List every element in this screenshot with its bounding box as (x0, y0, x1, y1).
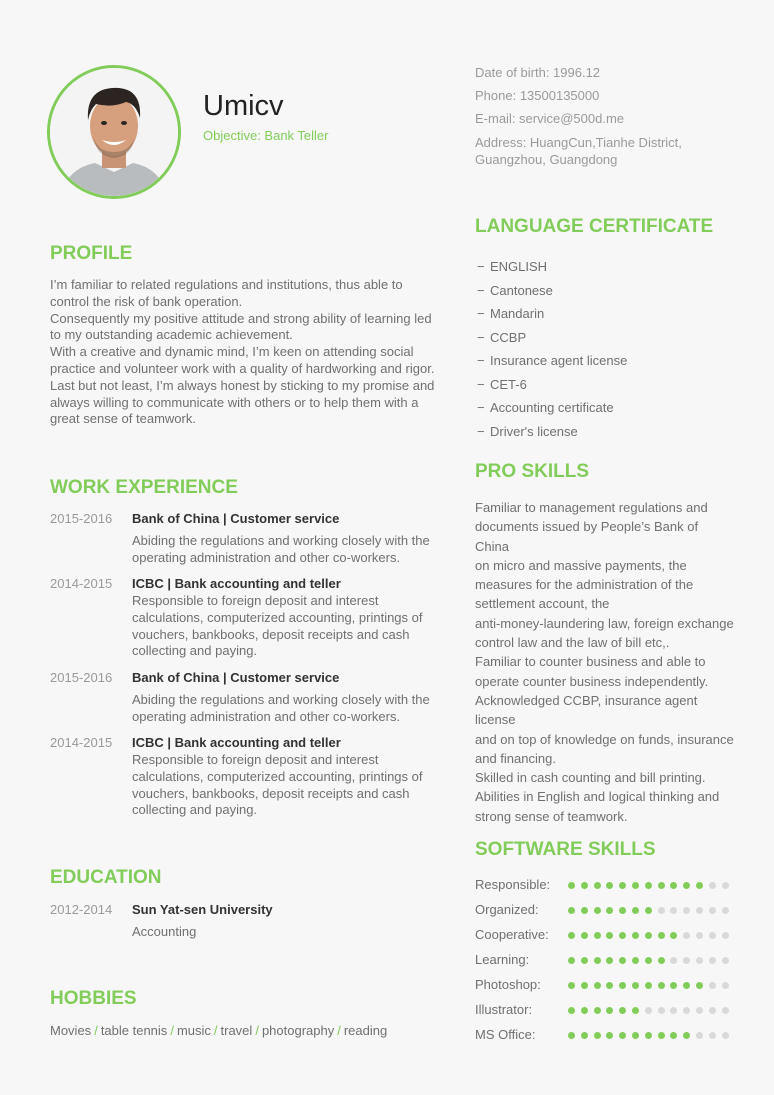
rating-dot-filled (606, 982, 613, 989)
job-desc-line: calculations, computerized accounting, printings of (132, 768, 423, 784)
rating-dot-filled (632, 1032, 639, 1039)
job-desc-line: Abiding the regulations and working closely with the (132, 692, 430, 707)
certificate-name: Insurance agent license (490, 353, 628, 368)
rating-dot-empty (722, 957, 729, 964)
rating-dot-filled (645, 907, 652, 914)
skill-row (475, 977, 745, 997)
skill-label: Illustrator: (475, 1002, 533, 1017)
job-description (132, 752, 432, 819)
certificate-name: Accounting certificate (490, 400, 614, 415)
rating-dot-filled (568, 932, 575, 939)
rating-dot-filled (606, 932, 613, 939)
rating-dot-filled (658, 882, 665, 889)
rating-dot-filled (670, 932, 677, 939)
rating-dot-filled (581, 907, 588, 914)
certificate-name: Driver's license (490, 423, 578, 439)
rating-dot-filled (594, 1032, 601, 1039)
job-desc-line: calculations, computerized accounting, printings of (132, 609, 423, 625)
pro-skills-line: Familiar to counter business and able to (475, 654, 706, 670)
rating-dot-filled (645, 957, 652, 964)
pro-skills-line: anti-money-laundering law, foreign exchange (475, 615, 734, 631)
job-heading: ICBC | Bank accounting and teller (132, 735, 341, 750)
job-years: 2015-2016 (50, 670, 113, 685)
profile-line: always willing to communicate with others or to help them with a (50, 394, 419, 410)
profile-line: I’m familiar to related regulations and institutions, thus able to (50, 277, 403, 292)
list-item: − CCBP (477, 329, 527, 345)
address-line-2: Guangzhou, Guangdong (475, 152, 618, 167)
email: E-mail: service@500d.me (475, 111, 625, 126)
rating-dot-filled (619, 1032, 626, 1039)
job-desc-line: vouchers, bankbooks, deposit receipts and cash (132, 626, 410, 642)
rating-dot-filled (619, 1007, 626, 1014)
job-desc-line: operating administration and other co-workers. (132, 708, 401, 724)
rating-dot-filled (581, 932, 588, 939)
skill-rating (568, 957, 734, 964)
rating-dot-filled (619, 882, 626, 889)
pro-skills-line: measures for the administration of the (475, 577, 694, 593)
work-experience-title: WORK EXPERIENCE (50, 477, 238, 498)
education-title: EDUCATION (50, 867, 162, 888)
profile-title: PROFILE (50, 243, 133, 264)
hobby-separator: / (337, 1023, 341, 1038)
skill-row (475, 877, 745, 897)
skill-rating (568, 932, 734, 939)
rating-dot-filled (658, 1032, 665, 1039)
hobby-separator: / (94, 1023, 98, 1038)
profile-line: Consequently my positive attitude and strong ability of learning led (50, 310, 432, 326)
skill-label: Organized: (475, 902, 539, 917)
skill-rating (568, 907, 734, 914)
rating-dot-empty (658, 907, 665, 914)
rating-dot-filled (594, 982, 601, 989)
skill-label: MS Office: (475, 1027, 536, 1042)
certificate-name: Mandarin (490, 306, 545, 321)
pro-skills-line: on micro and massive payments, the (475, 557, 687, 573)
contact-info (475, 62, 745, 169)
job-desc-line: Responsible to foreign deposit and interest (132, 752, 379, 767)
skill-label: Responsible: (475, 877, 551, 892)
rating-dot-filled (696, 882, 703, 889)
rating-dot-filled (606, 882, 613, 889)
rating-dot-empty (709, 932, 716, 939)
rating-dot-filled (658, 957, 665, 964)
rating-dot-filled (696, 982, 703, 989)
profile-line: great sense of teamwork. (50, 411, 196, 427)
rating-dot-filled (619, 957, 626, 964)
avatar (47, 65, 181, 199)
hobby: photography (261, 1023, 335, 1038)
rating-dot-filled (594, 882, 601, 889)
certificate-name: CCBP (490, 329, 527, 345)
list-item: − Accounting certificate (477, 400, 614, 415)
rating-dot-empty (670, 957, 677, 964)
profile-line: With a creative and dynamic mind, I’m keen on attending social (50, 344, 414, 360)
rating-dot-empty (709, 882, 716, 889)
list-item: − Cantonese (477, 282, 553, 298)
pro-skills-line: documents issued by People’s Bank of China (475, 519, 699, 554)
skill-row (475, 1002, 745, 1022)
rating-dot-filled (581, 882, 588, 889)
rating-dot-empty (670, 1007, 677, 1014)
job-years: 2014-2015 (50, 576, 113, 591)
rating-dot-filled (658, 982, 665, 989)
rating-dot-filled (632, 907, 639, 914)
rating-dot-filled (683, 1032, 690, 1039)
rating-dot-filled (606, 907, 613, 914)
skill-rating (568, 982, 734, 989)
pro-skills-line: settlement account, the (475, 596, 610, 612)
profile-line: to my outstanding academic achievement. (50, 327, 293, 343)
rating-dot-filled (568, 882, 575, 889)
rating-dot-filled (645, 982, 652, 989)
rating-dot-empty (722, 1032, 729, 1039)
rating-dot-filled (632, 882, 639, 889)
candidate-name: Umicv (203, 90, 284, 122)
rating-dot-empty (709, 957, 716, 964)
rating-dot-filled (594, 932, 601, 939)
hobbies-list (50, 1023, 387, 1038)
job-desc-line: collecting and paying. (132, 802, 258, 818)
job-years: 2014-2015 (50, 735, 113, 750)
language-certificate-title: LANGUAGE CERTIFICATE (475, 216, 714, 237)
rating-dot-filled (645, 882, 652, 889)
rating-dot-empty (722, 907, 729, 914)
rating-dot-empty (658, 1007, 665, 1014)
job-desc-line: Abiding the regulations and working closely with the (132, 533, 430, 548)
rating-dot-filled (606, 1007, 613, 1014)
rating-dot-filled (619, 907, 626, 914)
software-skills-title: SOFTWARE SKILLS (475, 839, 656, 860)
skill-row (475, 927, 745, 947)
pro-skills-line: operate counter business independently. (475, 673, 709, 689)
job-heading: ICBC | Bank accounting and teller (132, 576, 341, 591)
rating-dot-empty (683, 957, 690, 964)
portrait-photo-icon (50, 68, 178, 196)
rating-dot-empty (670, 907, 677, 914)
certificate-name: CET-6 (490, 376, 527, 392)
certificate-name: ENGLISH (490, 259, 548, 274)
list-item: − Insurance agent license (477, 353, 628, 368)
job-desc-line: collecting and paying. (132, 643, 258, 659)
list-item: − Mandarin (477, 306, 545, 321)
rating-dot-empty (722, 982, 729, 989)
pro-skills-line: Skilled in cash counting and bill printing. (475, 770, 706, 786)
rating-dot-empty (722, 882, 729, 889)
rating-dot-filled (619, 982, 626, 989)
rating-dot-filled (568, 957, 575, 964)
rating-dot-filled (670, 882, 677, 889)
hobby-separator: / (255, 1023, 259, 1038)
rating-dot-filled (645, 1032, 652, 1039)
rating-dot-empty (722, 1007, 729, 1014)
job-desc-line: vouchers, bankbooks, deposit receipts and cash (132, 785, 410, 801)
certificate-name: Cantonese (490, 282, 553, 298)
list-item: − ENGLISH (477, 259, 548, 274)
hobby: travel (220, 1023, 253, 1038)
rating-dot-filled (632, 982, 639, 989)
rating-dot-empty (683, 932, 690, 939)
rating-dot-filled (568, 982, 575, 989)
skill-row (475, 1027, 745, 1047)
hobby: table tennis (100, 1023, 168, 1038)
rating-dot-filled (658, 932, 665, 939)
job-heading: Bank of China | Customer service (132, 670, 340, 685)
language-certificate-list (477, 257, 627, 445)
rating-dot-empty (683, 1007, 690, 1014)
rating-dot-filled (581, 1032, 588, 1039)
profile-line: Last but not least, I’m always honest by sticking to my promise and (50, 377, 435, 393)
rating-dot-filled (632, 1007, 639, 1014)
hobby: reading (343, 1023, 388, 1038)
education-school: Sun Yat-sen University (132, 902, 273, 917)
rating-dot-filled (594, 907, 601, 914)
rating-dot-filled (568, 1007, 575, 1014)
rating-dot-filled (670, 1032, 677, 1039)
skill-rating (568, 882, 734, 889)
rating-dot-empty (696, 932, 703, 939)
rating-dot-empty (709, 907, 716, 914)
skill-label: Photoshop: (475, 977, 541, 992)
profile-line: control the risk of bank operation. (50, 293, 243, 309)
profile-line: practice and volunteer work with a quality of hardworking and rigor. (50, 360, 435, 376)
job-description (132, 692, 432, 726)
rating-dot-filled (606, 957, 613, 964)
hobby-separator: / (170, 1023, 174, 1038)
pro-skills-line: Abilities in English and logical thinking and (475, 789, 720, 805)
rating-dot-filled (581, 957, 588, 964)
hobby-separator: / (213, 1023, 218, 1038)
hobby: Movies (50, 1023, 92, 1038)
rating-dot-filled (632, 957, 639, 964)
skill-rating (568, 1007, 734, 1014)
rating-dot-empty (696, 1032, 703, 1039)
hobbies-title: HOBBIES (50, 988, 137, 1009)
pro-skills-text (475, 498, 735, 826)
rating-dot-filled (645, 932, 652, 939)
job-description (132, 533, 432, 567)
rating-dot-filled (619, 932, 626, 939)
rating-dot-filled (632, 932, 639, 939)
rating-dot-empty (696, 907, 703, 914)
rating-dot-filled (606, 1032, 613, 1039)
rating-dot-filled (568, 907, 575, 914)
pro-skills-line: control law and the law of bill etc,. (475, 635, 670, 651)
rating-dot-filled (568, 1032, 575, 1039)
job-desc-line: Responsible to foreign deposit and interest (132, 593, 379, 608)
job-description (132, 593, 432, 660)
pro-skills-title: PRO SKILLS (475, 461, 590, 482)
list-item: − Driver's license (477, 423, 578, 439)
pro-skills-line: and on top of knowledge on funds, insurance (475, 731, 734, 747)
rating-dot-filled (581, 982, 588, 989)
education-years: 2012-2014 (50, 902, 113, 917)
job-years: 2015-2016 (50, 511, 113, 526)
rating-dot-empty (696, 957, 703, 964)
phone: Phone: 13500135000 (475, 88, 600, 103)
rating-dot-filled (670, 982, 677, 989)
hobby: music (176, 1023, 211, 1038)
skill-rating (568, 1032, 734, 1039)
rating-dot-filled (594, 1007, 601, 1014)
rating-dot-filled (594, 957, 601, 964)
rating-dot-empty (696, 1007, 703, 1014)
education-major: Accounting (132, 924, 197, 939)
pro-skills-line: and financing. (475, 750, 556, 766)
rating-dot-empty (709, 1007, 716, 1014)
rating-dot-filled (581, 1007, 588, 1014)
date-of-birth: Date of birth: 1996.12 (475, 65, 601, 80)
rating-dot-filled (683, 882, 690, 889)
skill-row (475, 952, 745, 972)
rating-dot-empty (722, 932, 729, 939)
job-desc-line: operating administration and other co-workers. (132, 549, 401, 565)
rating-dot-empty (683, 907, 690, 914)
job-heading: Bank of China | Customer service (132, 511, 340, 526)
skill-label: Cooperative: (475, 927, 549, 942)
objective: Objective: Bank Teller (203, 128, 329, 143)
rating-dot-filled (683, 982, 690, 989)
skill-row (475, 902, 745, 922)
address-line-1: Address: HuangCun,Tianhe District, (475, 134, 682, 150)
rating-dot-empty (709, 982, 716, 989)
skill-label: Learning: (475, 952, 530, 967)
pro-skills-line: strong sense of teamwork. (475, 808, 628, 824)
rating-dot-empty (709, 1032, 716, 1039)
pro-skills-line: Familiar to management regulations and (475, 500, 708, 515)
profile-text (50, 277, 440, 428)
list-item: − CET-6 (477, 376, 527, 392)
pro-skills-line: Acknowledged CCBP, insurance agent license (475, 692, 698, 728)
rating-dot-empty (645, 1007, 652, 1014)
